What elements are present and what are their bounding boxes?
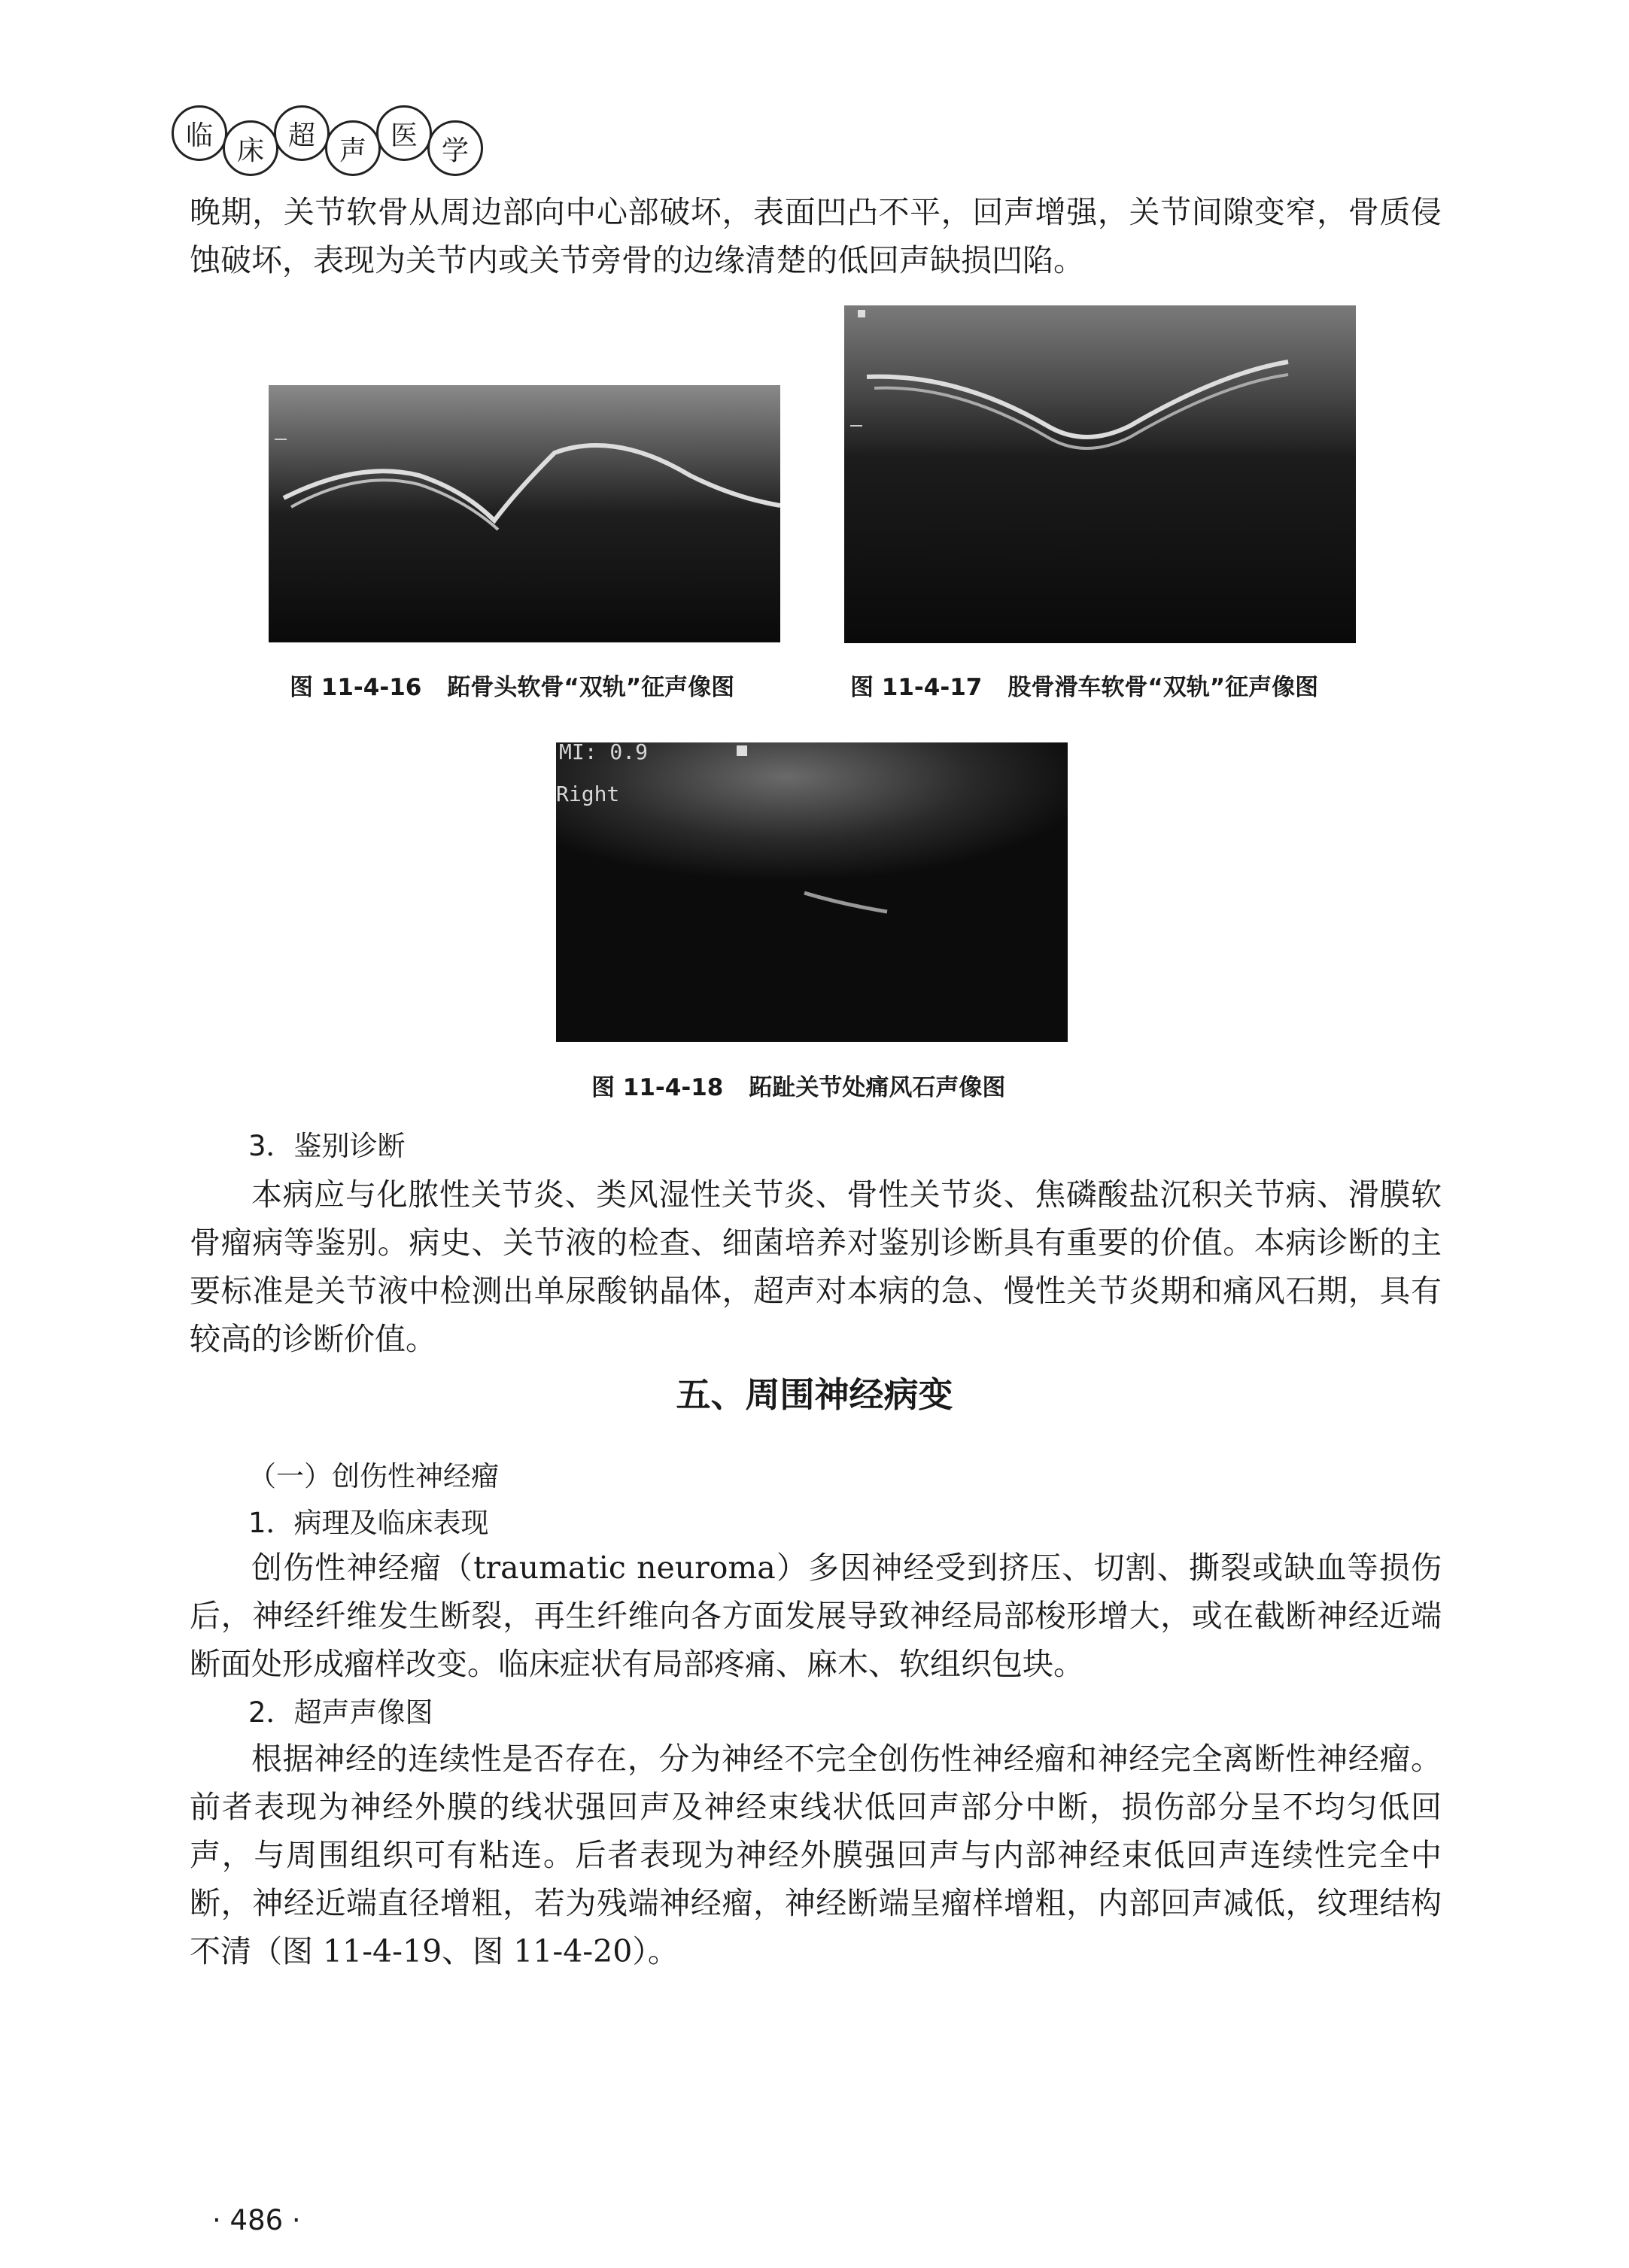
page-number: · 486 ·	[212, 2204, 301, 2236]
header-char: 临	[172, 105, 227, 161]
figure-title: 跖骨头软骨“双轨”征声像图	[447, 674, 735, 701]
figure-18-ultrasound-image	[556, 742, 1068, 1042]
item-heading: 2．超声声像图	[248, 1696, 433, 1729]
subsection-heading: （一）创伤性神经瘤	[248, 1460, 499, 1492]
header-char: 医	[376, 105, 432, 161]
section-heading: 3．鉴别诊断	[248, 1130, 406, 1162]
header-char: 声	[325, 120, 381, 176]
header-char: 床	[223, 120, 278, 176]
ultrasound-mi-label: MI: 0.9	[559, 742, 649, 764]
figure-18-caption	[591, 1068, 1005, 1102]
running-header	[172, 105, 479, 176]
figure-16-ultrasound-image	[269, 385, 780, 642]
figure-17-caption	[850, 668, 1318, 702]
section-paragraph: 本病应与化脓性关节炎、类风湿性关节炎、骨性关节炎、焦磷酸盐沉积关节病、滑膜软骨瘤病等鉴别。病史、关节液的检查、细菌培养对鉴别诊断具有重要的价值。本病诊断的主要标准是关节液中检测出单尿酸钠晶体，超声对本病的急、慢性关节炎期和痛风石期，具有较高的诊断价值。	[190, 1177, 1442, 1357]
figure-number: 图 11-4-17	[850, 674, 983, 701]
item-paragraph: 根据神经的连续性是否存在，分为神经不完全创伤性神经瘤和神经完全离断性神经瘤。前者表现为神经外膜的线状强回声及神经束线状低回声部分中断，损伤部分呈不均匀低回声，与周围组织可有粘连。后者表现为神经外膜强回声与内部神经束低回声连续性完全中断，神经近端直径增粗，若为残端神经瘤，神经断端呈瘤样增粗，内部回声减低，纹理结构不清（图 11-4-19、图 11-4-20）。	[190, 1741, 1442, 1969]
figure-title: 股骨滑车软骨“双轨”征声像图	[1007, 674, 1319, 701]
figure-17-ultrasound-image	[844, 305, 1356, 643]
figure-number: 图 11-4-18	[591, 1074, 724, 1101]
figure-title: 跖趾关节处痛风石声像图	[749, 1074, 1006, 1101]
figure-16-caption	[290, 668, 734, 702]
ultrasound-side-label: Right	[556, 782, 620, 806]
header-char: 超	[274, 105, 330, 161]
item-heading: 1．病理及临床表现	[248, 1507, 489, 1539]
intro-paragraph: 晚期，关节软骨从周边部向中心部破坏，表面凹凸不平，回声增强，关节间隙变窄，骨质侵蚀破坏，表现为关节内或关节旁骨的边缘清楚的低回声缺损凹陷。	[190, 194, 1442, 278]
chapter-heading: 五、周围神经病变	[676, 1374, 953, 1415]
figure-number: 图 11-4-16	[290, 674, 422, 701]
item-paragraph: 创伤性神经瘤（traumatic neuroma）多因神经受到挤压、切割、撕裂或缺血等损伤后，神经纤维发生断裂，再生纤维向各方面发展导致神经局部梭形增大，或在截断神经近端断面处形成瘤样改变。临床症状有局部疼痛、麻木、软组织包块。	[190, 1550, 1442, 1682]
header-char: 学	[427, 120, 483, 176]
